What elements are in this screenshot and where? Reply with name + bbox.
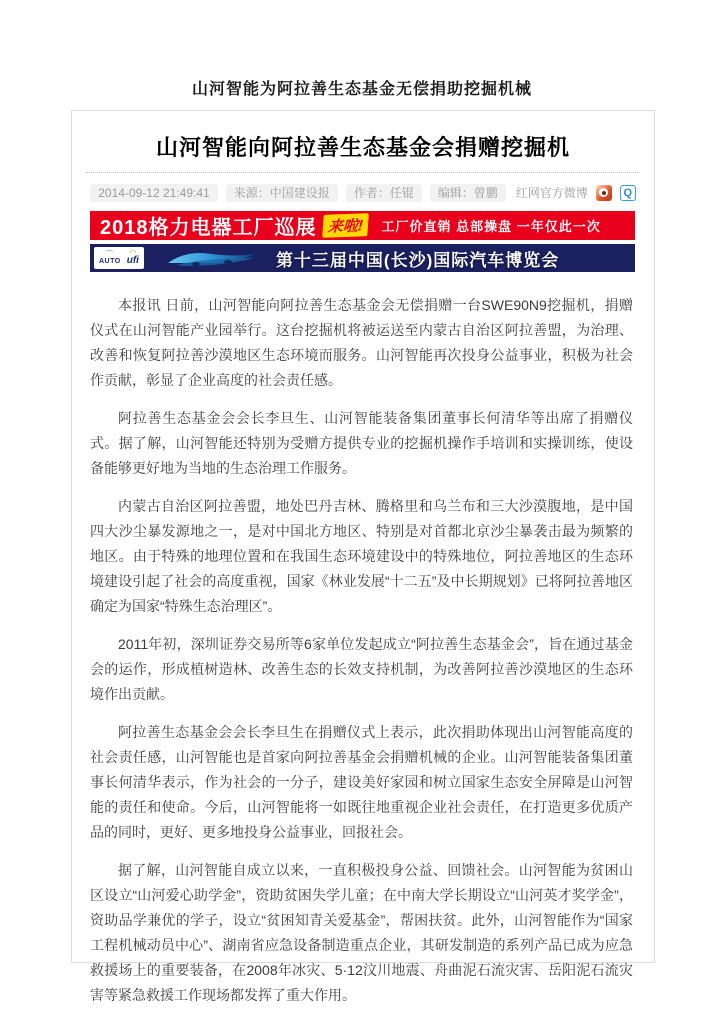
ufi-logo [127,250,139,266]
meta-editor: 编辑：曾鹏 [430,184,506,202]
article-container [71,110,655,1003]
auto-expo-ad-banner[interactable] [90,244,635,272]
paragraph-6: 据了解，山河智能自成立以来，一直积极投身公益、回馈社会。山河智能为贫困山区设立“山河爱心助学金”，资助贫困失学儿童；在中南大学长期设立“山河英才奖学金”，资助品学兼优的学子，设立“贫困知青关爱基金”，帮困扶贫。此外，山河智能作为“国家工程机械动员中心”、湖南省应急设备制造重点企业，其研发制造的系列产品已成为应急救援场上的重要装备，在2008年冰灾、5·12汶川地震、舟曲泥石流灾害、岳阳泥石流灾害等紧急救援工作现场都发挥了重大作用。 [90,862,633,1003]
auto-expo-ad-title: 第十三届中国(长沙)国际汽车博览会 [275,250,560,270]
gree-ad-title: 2018格力电器工厂巡展 [100,217,317,239]
gree-ad-banner[interactable] [90,211,635,240]
article-title: 山河智能向阿拉善生态基金会捐赠挖掘机 [155,135,570,160]
auto-expo-logos [94,247,144,269]
paragraph-4: 2011年初，深圳证券交易所等6家单位发起成立“阿拉善生态基金会”，旨在通过基金会的运作，形成植树造林、改善生态的长效支持机制，为改善阿拉善沙漠地区的生态环境作出贡献。 [90,636,633,702]
tencent-weibo-icon[interactable]: Q [620,185,636,201]
auto-logo-text: AUTO [99,257,121,265]
article-body [72,272,654,1008]
weibo-label: 红网官方微博 [515,186,588,200]
paragraph-2: 阿拉善生态基金会会长李旦生、山河智能装备集团董事长何清华等出席了捐赠仪式。据了解，山河智能还特别为受赠方提供专业的挖掘机操作手培训和实操训练，使设备能够更好地为当地的生态治理工作服务。 [90,410,633,476]
gree-ad-badge: 来啦! [322,213,369,238]
paragraph-5: 阿拉善生态基金会会长李旦生在捐赠仪式上表示，此次捐助体现出山河智能高度的社会责任感，山河智能也是首家向阿拉善基金会捐赠机械的企业。山河智能装备集团董事长何清华表示，作为社会的一分子，建设美好家园和树立国家生态安全屏障是山河智能的责任和使命。今后，山河智能将一如既往地重视企业社会责任，在打造更多优质产品的同时，更好、更多地投身公益事业，回报社会。 [90,724,633,840]
divider [86,172,640,173]
meta-source: 来源：中国建设报 [226,184,338,202]
ufi-logo-text: ufi [126,255,139,266]
sina-weibo-icon[interactable] [596,185,612,201]
page-title: 山河智能为阿拉善生态基金无偿捐助挖掘机械 [191,81,532,98]
ufi-logo-swoosh-icon: ◠ [129,248,137,257]
article-meta [72,181,654,204]
sina-weibo-eye [599,188,608,197]
meta-datetime: 2014-09-12 21:49:41 [90,184,217,202]
gree-ad-tagline: 工厂价直销 总部操盘 一年仅此一次 [381,219,601,234]
paragraph-1: 本报讯 日前，山河智能向阿拉善生态基金会无偿捐赠一台SWE90N9挖掘机，捐赠仪式在山河智能产业园举行。这台挖掘机将被运送至内蒙古自治区阿拉善盟，为治理、改善和恢复阿拉善沙漠地区生态环境而服务。山河智能再次投身公益事业，积极为社会作贡献，彰显了企业高度的社会责任感。 [90,297,633,388]
car-silhouette-icon [166,248,258,268]
auto-logo-swoosh-icon: ⌒ [105,249,114,259]
auto-logo [99,249,121,265]
paragraph-3: 内蒙古自治区阿拉善盟，地处巴丹吉林、腾格里和乌兰布和三大沙漠腹地，是中国四大沙尘暴发源地之一，是对中国北方地区、特别是对首都北京沙尘暴袭击最为频繁的地区。由于特殊的地理位置和在我国生态环境建设中的特殊地位，阿拉善地区的生态环境建设引起了社会的高度重视，国家《林业发展“十二五”及中长期规划》已将阿拉善地区确定为国家“特殊生态治理区”。 [90,498,633,614]
meta-author: 作者：任锟 [346,184,422,202]
